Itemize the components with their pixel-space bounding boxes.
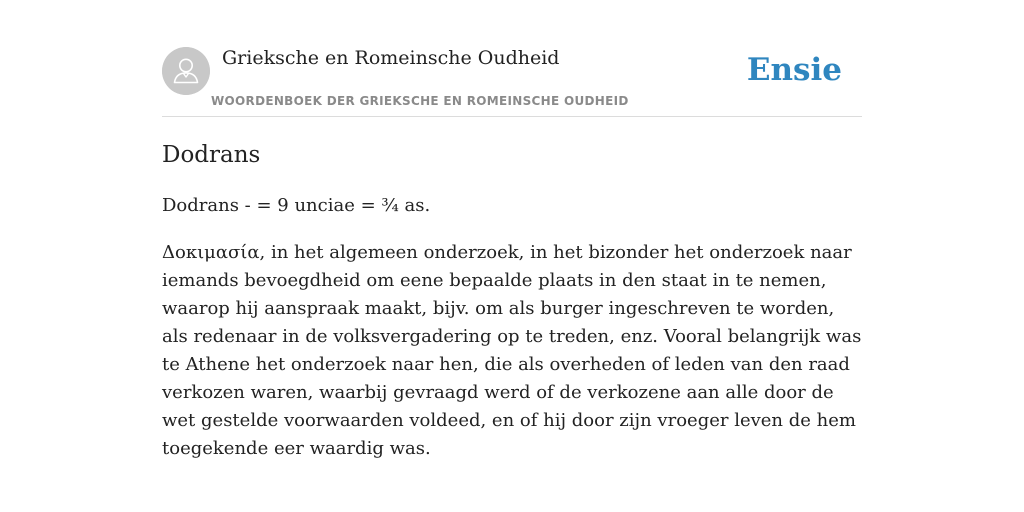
entry-body xyxy=(162,192,862,482)
avatar[interactable] xyxy=(162,47,210,95)
book-title-link[interactable]: Grieksche en Romeinsche Oudheid xyxy=(222,47,560,69)
book-subtitle: WOORDENBOEK DER GRIEKSCHE EN ROMEINSCHE OUDHEID xyxy=(211,94,629,108)
entry-paragraph-definition: Dodrans - = 9 unciae = ¾ as. xyxy=(162,195,431,216)
entry-title: Dodrans xyxy=(162,142,261,168)
header xyxy=(162,40,862,117)
entry-paragraph-dokimasia: Δοκιμασία, in het algemeen onderzoek, in het bizonder het onderzoek naar iemands bevoegdheid om eene bepaalde plaats in den staat in te nemen, waarop hij aanspraak maakt, bijv. om als burger ingeschreven te worden, als redenaar in de volksvergadering op te treden, enz. Vooral belangrijk was te Athene het onderzoek naar hen, die als overheden of leden van den raad verkozen waren, waarbij gevraagd werd of de verkozene aan alle door de wet gestelde voorwaarden voldeed, en of hij door zijn vroeger leven de hem toegekende eer waardig was. xyxy=(162,242,862,459)
user-icon xyxy=(162,47,210,95)
ensie-logo-link[interactable]: Ensie xyxy=(746,52,842,88)
